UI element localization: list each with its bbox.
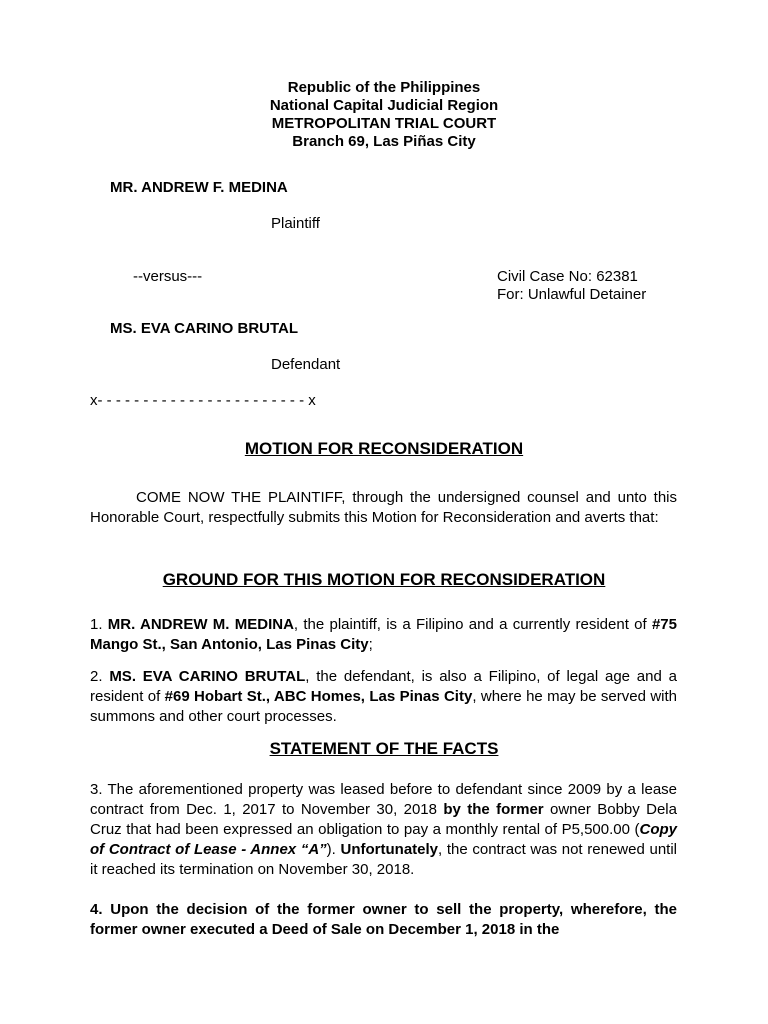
paragraph-3 (90, 780, 677, 880)
p2-defendant-name: MS. EVA CARINO BRUTAL (109, 668, 306, 685)
intro-paragraph (90, 488, 677, 528)
p3-text-g: , the contract was not renewed until it reached its termination on November 30, 2018. (90, 841, 678, 878)
ground-heading: GROUND FOR THIS MOTION FOR RECONSIDERATION (162, 570, 606, 589)
p3-annex-ref: Copy of Contract of Lease - Annex “A” (90, 821, 677, 858)
caption-separator: x- - - - - - - - - - - - - - - - - - - - - - - x (90, 392, 316, 409)
intro-text: , through the undersigned counsel and unto this Honorable Court, respectfully submits this Motion for Reconsideration and averts that: (90, 489, 677, 526)
facts-heading: STATEMENT OF THE FACTS (269, 739, 499, 758)
case-number: Civil Case No: 62381 (497, 268, 638, 285)
p1-address: #75 Mango St., San Antonio, Las Pinas City (90, 616, 677, 653)
paragraph-2 (90, 667, 677, 727)
p3-text-a: 3. The aforementioned property was leased before to defendant since 2009 by a lease contract from Dec. 1, 2017 to November 30, 2018 (90, 781, 677, 818)
plaintiff-role: Plaintiff (271, 215, 320, 232)
motion-title: MOTION FOR RECONSIDERATION (244, 439, 524, 458)
plaintiff-name: MR. ANDREW F. MEDINA (110, 179, 288, 196)
case-nature: For: Unlawful Detainer (497, 286, 647, 303)
p1-end: ; (368, 636, 373, 653)
p2-end: , where he may be served with summons and other court processes. (90, 688, 677, 725)
p2-number: 2. (90, 668, 110, 685)
p1-text: , the plaintiff, is a Filipino and a currently resident of (293, 616, 652, 633)
p3-text-f: Unfortunately (340, 841, 439, 858)
p1-plaintiff-name: MR. ANDREW M. MEDINA (107, 616, 294, 633)
p1-number: 1. (90, 616, 108, 633)
p3-text-e: ). (326, 841, 341, 858)
intro-lead: COME NOW THE PLAINTIFF (136, 489, 342, 506)
defendant-role: Defendant (271, 356, 341, 373)
header-region: National Capital Judicial Region (269, 97, 499, 114)
p3-text-c: owner Bobby Dela Cruz that had been expressed an obligation to pay a monthly rental of P5,500.00 ( (90, 801, 677, 838)
paragraph-1 (90, 615, 677, 655)
p2-text: , the defendant, is also a Filipino, of legal age and a resident of (90, 668, 677, 705)
p2-address: #69 Hobart St., ABC Homes, Las Pinas City (164, 688, 473, 705)
paragraph-4: 4. Upon the decision of the former owner to sell the property, wherefore, the former owner executed a Deed of Sale on December 1, 2018 in the (90, 901, 677, 938)
p3-text-b: by the former (443, 801, 544, 818)
defendant-name: MS. EVA CARINO BRUTAL (110, 320, 299, 337)
court-header (0, 79, 768, 151)
header-court: METROPOLITAN TRIAL COURT (271, 115, 497, 132)
header-republic: Republic of the Philippines (287, 79, 481, 96)
header-branch: Branch 69, Las Piñas City (292, 133, 476, 150)
versus-label: --versus--- (133, 268, 203, 285)
